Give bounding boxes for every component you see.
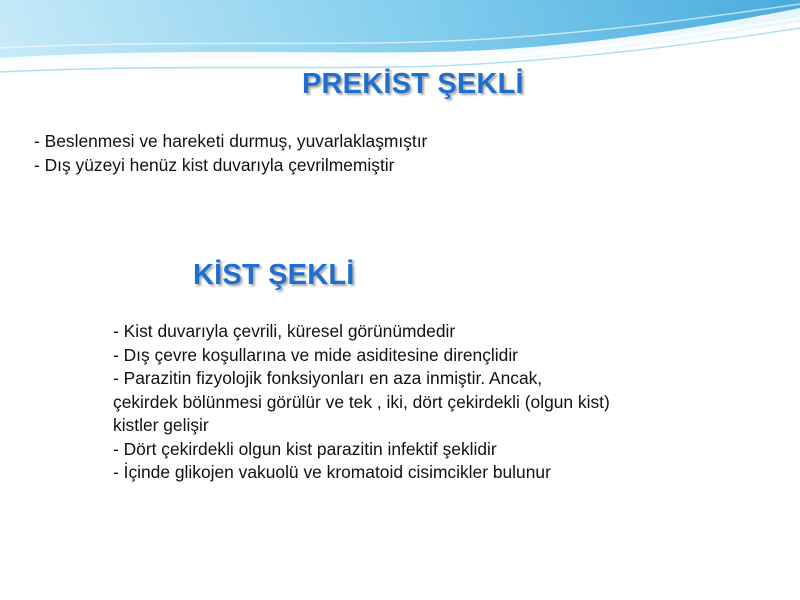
prekist-line: - Beslenmesi ve hareketi durmuş, yuvarlaklaşmıştır <box>34 131 428 151</box>
kist-line: - Parazitin fizyolojik fonksiyonları en aza inmiştir. Ancak, <box>113 368 543 388</box>
prekist-heading: PREKİST ŞEKLİ <box>302 68 524 100</box>
prekist-text-list <box>34 130 427 177</box>
kist-line: - Dört çekirdekli olgun kist parazitin infektif şeklidir <box>113 438 497 459</box>
kist-line: - İçinde glikojen vakuolü ve kromatoid cisimcikler bulunur <box>113 462 551 482</box>
kist-line: - Kist duvarıyla çevrili, küresel görünümdedir <box>113 321 456 341</box>
kist-line: çekirdek bölünmesi görülür ve tek , iki, dört çekirdekli (olgun kist) <box>113 391 610 412</box>
kist-heading: KİST ŞEKLİ <box>193 259 355 291</box>
kist-text-list <box>113 320 610 485</box>
kist-line: kistler gelişir <box>113 415 209 435</box>
kist-line: - Dış çevre koşullarına ve mide asiditesine dirençlidir <box>113 344 518 365</box>
wave-shape-main <box>0 0 800 58</box>
prekist-line: - Dış yüzeyi henüz kist duvarıyla çevrilmemiştir <box>34 154 395 175</box>
